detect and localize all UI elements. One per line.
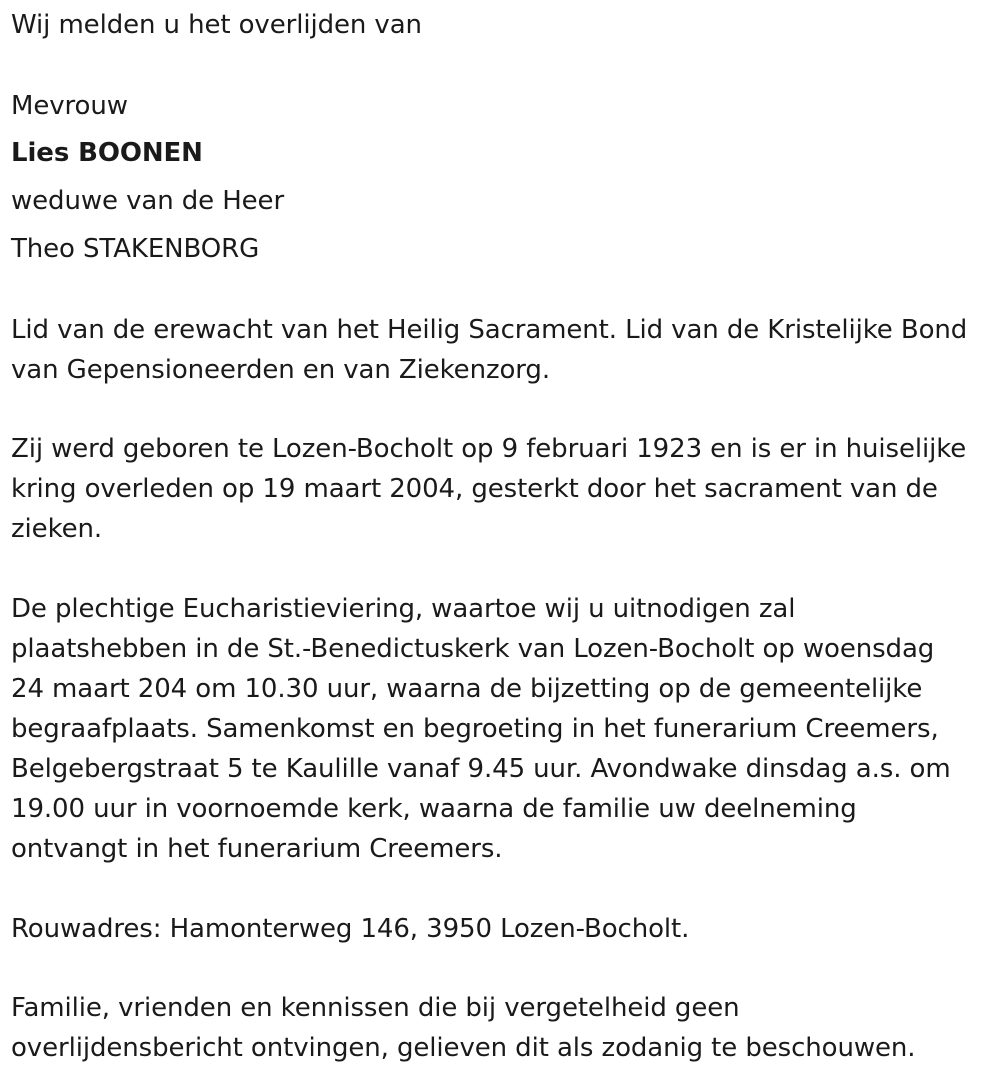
closing-paragraph xyxy=(11,988,915,1068)
ceremony-line: 24 maart 204 om 10.30 uur, waarna de bijzetting op de gemeentelijke xyxy=(11,674,923,704)
ceremony-paragraph xyxy=(11,589,951,869)
intro-text: Wij melden u het overlijden van xyxy=(11,10,422,40)
closing-line: overlijdensbericht ontvingen, gelieven dit als zodanig te beschouwen. xyxy=(11,1033,916,1063)
ceremony-line: ontvangt in het funerarium Creemers. xyxy=(11,834,503,864)
deceased-name: Lies BOONEN xyxy=(11,138,203,168)
ceremony-line: begraafplaats. Samenkomst en begroeting in het funerarium Creemers, xyxy=(11,714,939,744)
ceremony-line: plaatshebben in de St.-Benedictuskerk van Lozen-Bocholt op woensdag xyxy=(11,634,935,664)
address-paragraph xyxy=(11,909,689,949)
membership-paragraph xyxy=(11,310,967,390)
spouse-name: Theo STAKENBORG xyxy=(11,234,260,264)
birth-death-paragraph xyxy=(11,429,966,549)
birth-death-line: zieken. xyxy=(11,514,103,544)
ceremony-line: Belgebergstraat 5 te Kaulille vanaf 9.45 uur. Avondwake dinsdag a.s. om xyxy=(11,754,951,784)
membership-line: Lid van de erewacht van het Heilig Sacrament. Lid van de Kristelijke Bond xyxy=(11,315,968,345)
birth-death-line: kring overleden op 19 maart 2004, gesterkt door het sacrament van de xyxy=(11,474,938,504)
ceremony-line: 19.00 uur in voornoemde kerk, waarna de familie uw deelneming xyxy=(11,794,857,824)
deceased-title: Mevrouw xyxy=(11,91,128,121)
mourning-address: Rouwadres: Hamonterweg 146, 3950 Lozen-Bocholt. xyxy=(11,914,690,944)
birth-death-line: Zij werd geboren te Lozen-Bocholt op 9 februari 1923 en is er in huiselijke xyxy=(11,434,967,464)
membership-line: van Gepensioneerden en van Ziekenzorg. xyxy=(11,355,551,385)
widow-of-text: weduwe van de Heer xyxy=(11,186,285,216)
ceremony-line: De plechtige Eucharistieviering, waartoe wij u uitnodigen zal xyxy=(11,594,796,624)
closing-line: Familie, vrienden en kennissen die bij vergetelheid geen xyxy=(11,993,740,1023)
